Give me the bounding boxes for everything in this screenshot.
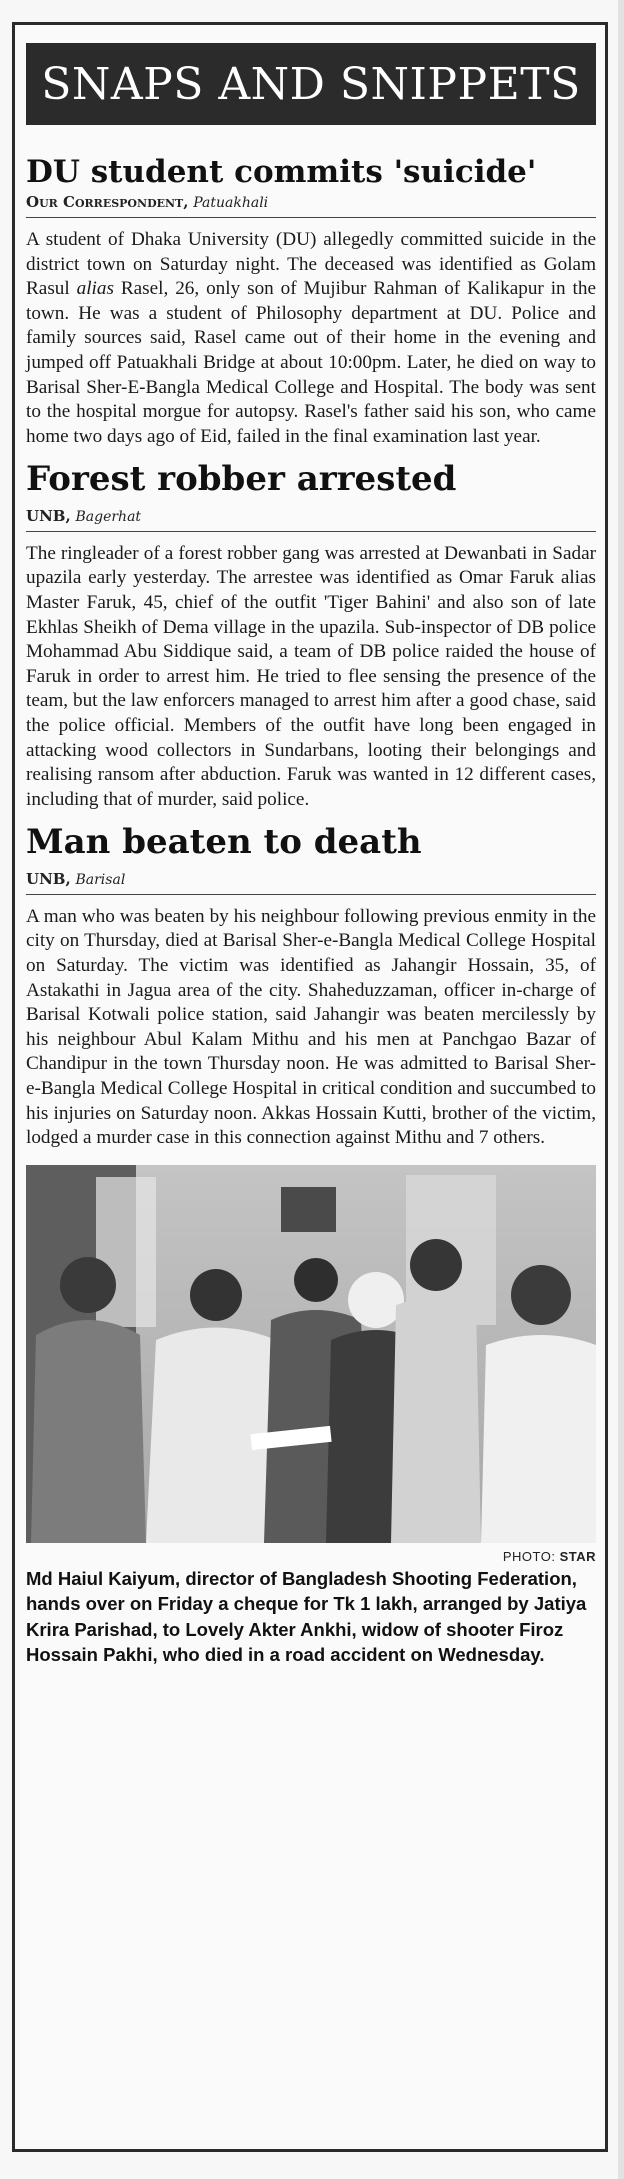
byline-place: Bagerhat [75, 508, 142, 525]
photo-credit-label: PHOTO: [502, 1548, 560, 1564]
article-body-part: Rasel, 26, only son of Mujibur Rahman of Kalikapur in the town. He was a student of Philosophy department at DU. Police and family sources said, Rasel came out of their home in the evening and jumped off Patuakhali Bridge at about 10:00pm. Later, he died on way to Barisal Sher-E-Bangla Medical College and Hospital. The body was sent to the hospital morgue for autopsy. Rasel's father said his son, who came home two days ago of Eid, failed in the final examination last year. [26, 278, 596, 447]
byline-source: Our Correspondent, [26, 193, 189, 212]
article-byline [26, 193, 596, 218]
photo-illustration [26, 1165, 596, 1543]
article-body: The ringleader of a forest robber gang was arrested at Dewanbati in Sadar upazila early yesterday. The arrestee was identified as Omar Faruk alias Master Faruk, 45, chief of the outfit 'Tiger Bahini' and also son of late Ekhlas Sheikh of Dema village in the upazila. Sub-inspector of DB police Mohammad Abu Siddique said, a team of DB police raided the house of Faruk in order to arrest him. He tried to flee sensing the presence of the team, but the law enforcers managed to arrest him after a good chase, said the police official. Members of the outfit have long been engaged in attacking wood collectors in Sundarbans, looting their belongings and realising ransom after abduction. Faruk was wanted in 12 different cases, including that of murder, said police. [26, 542, 596, 810]
photo-credit-source: STAR [559, 1548, 596, 1564]
article-body: A man who was beaten by his neighbour following previous enmity in the city on Thursday, died at Barisal Sher-e-Bangla Medical College Hospital on Saturday. The victim was identified as Jahangir Hossain, 35, of Astakathi in Jagua area of the city. Shaheduzzaman, officer in-charge of Barisal Kotwali police station, said Jahangir was beaten mercilessly by his neighbour Abul Kalam Mithu and his men at Panchgao Bazar of Chandipur in the town Thursday noon. He was admitted to Barisal Sher-e-Bangla Medical College Hospital in critical condition and succumbed to his injuries on Saturday noon. Akkas Hossain Kutti, brother of the victim, lodged a murder case in this connection against Mithu and 7 others. [26, 905, 596, 1149]
byline-place: Barisal [75, 871, 126, 888]
photo-wall-frame [281, 1187, 336, 1232]
article-byline [26, 870, 596, 895]
snippets-content [26, 43, 596, 1668]
article-body-italic: alias [76, 278, 114, 300]
section-title: SNAPS AND SNIPPETS [41, 58, 581, 110]
article-body [26, 228, 596, 449]
section-banner [26, 43, 596, 125]
byline-place: Patuakhali [193, 195, 269, 212]
photo-caption: Md Haiul Kaiyum, director of Bangladesh Shooting Federation, hands over on Friday a cheque for Tk 1 lakh, arranged by Jatiya Krira Parishad, to Lovely Akter Ankhi, widow of shooter Firoz Hossain Pakhi, who died in a road accident on Wednesday. [26, 1567, 587, 1666]
news-photo [26, 1165, 596, 1543]
snippets-box [12, 22, 608, 2152]
article-forest-robber [26, 461, 596, 812]
article-headline: Forest robber arrested [26, 459, 457, 500]
article-body-part: A student of Dhaka University (DU) allegedly committed suicide in the district town on Saturday night. The deceased was identified as Golam Rasul [26, 229, 596, 300]
article-du-student [26, 155, 596, 449]
article-headline: Man beaten to death [26, 822, 422, 863]
byline-source: UNB, [26, 869, 71, 888]
adjacent-column-edge [618, 0, 624, 2179]
photo-credit [26, 1549, 596, 1564]
article-man-beaten [26, 824, 596, 1150]
byline-source: UNB, [26, 506, 71, 525]
article-byline [26, 507, 596, 532]
article-headline: DU student commits 'suicide' [26, 154, 537, 190]
